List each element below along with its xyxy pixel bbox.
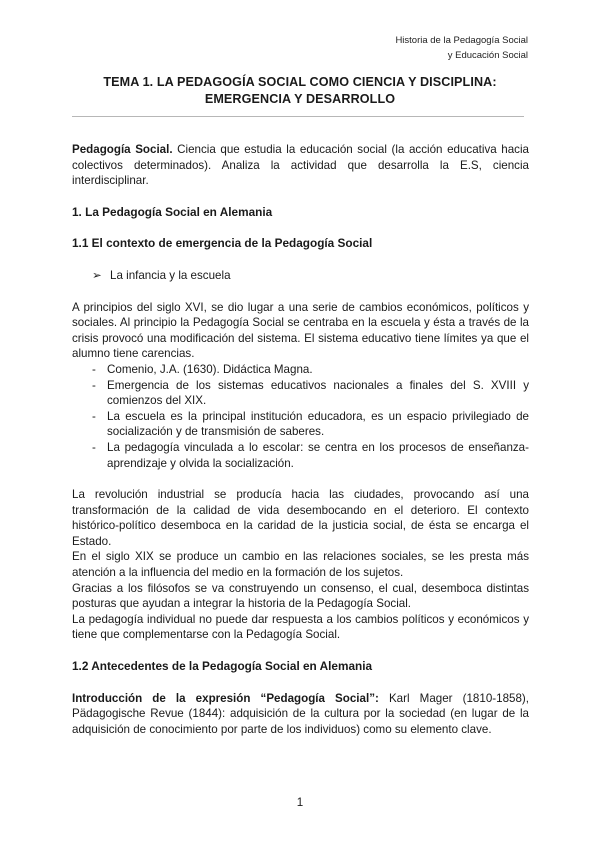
paragraph-karl-mager (72, 691, 529, 738)
paragraph-pedagogia-individual: La pedagogía individual no puede dar respuesta a los cambios políticos y económicos y tiene que complementarse con la Pedagogía Social. (72, 612, 529, 642)
list-item: - Comenio, J.A. (1630). Didáctica Magna. (72, 362, 529, 378)
list-item: - Emergencia de los sistemas educativos nacionales a finales del S. XVIII y comienzos del XIX. (72, 378, 529, 409)
karl-mager-text: Karl Mager (1810-1858), Pädagogische Revue (1844): adquisición de la cultura por la sociedad (en lugar de la adquisición de conocimiento por parte de los individuos) como su elemento clave. (72, 691, 529, 736)
arrow-bullet-icon: ➢ (92, 268, 102, 282)
document-body (72, 142, 529, 737)
title-divider (72, 116, 524, 117)
paragraph-siglo-xix: En el siglo XIX se produce un cambio en las relaciones sociales, se les presta más atención a la influencia del medio en la formación de los sujetos. (72, 550, 529, 580)
paragraph-siglo-xvi: A principios del siglo XVI, se dio lugar a una serie de cambios económicos, políticos y sociales. Al principio la Pedagogía Social se centraba en la escuela y ésta a través de la crisis provocó una modificación del sistema. El sistema educativo tiene límites ya que el alumno tiene carencias. (72, 300, 529, 361)
title-line-2: EMERGENCIA Y DESARROLLO (204, 92, 396, 106)
list-item: - La escuela es la principal institución educadora, es un espacio privilegiado de socialización y de transmisión de saberes. (72, 409, 529, 440)
header-line-2: y Educación Social (447, 50, 528, 61)
running-header (328, 33, 528, 63)
document-title (72, 74, 528, 108)
page-number: 1 (296, 796, 304, 809)
paragraph-filosofos: Gracias a los filósofos se va construyendo un consenso, el cual, desemboca distintas posturas que ayudan a integrar la historia de la Pedagogía Social. (72, 581, 529, 611)
intro-paragraph (72, 142, 529, 189)
intro-text: Ciencia que estudia la educación social (la acción educativa hacia colectivos determinados). Analiza la actividad que desarrolla la E.S, ciencia interdisciplinar. (72, 143, 529, 188)
arrow-list-item (72, 268, 529, 284)
header-line-1: Historia de la Pedagogía Social (395, 35, 528, 46)
list-item: - La pedagogía vinculada a lo escolar: se centra en los procesos de enseñanza-aprendizaje y olvida la socialización. (72, 440, 529, 471)
section-1-heading: 1. La Pedagogía Social en Alemania (72, 204, 273, 219)
karl-mager-lead: Introducción de la expresión “Pedagogía Social”: (72, 691, 379, 705)
section-1-2-heading: 1.2 Antecedentes de la Pedagogía Social en Alemania (72, 659, 373, 674)
arrow-list-item-text: La infancia y la escuela (110, 268, 231, 282)
title-line-1: TEMA 1. LA PEDAGOGÍA SOCIAL COMO CIENCIA Y DISCIPLINA: (103, 75, 497, 89)
intro-term: Pedagogía Social. (72, 143, 173, 156)
dash-list (72, 362, 529, 471)
section-1-1-heading: 1.1 El contexto de emergencia de la Pedagogía Social (72, 236, 373, 251)
paragraph-revolucion-industrial: La revolución industrial se producía hacia las ciudades, provocando así una transformación de la calidad de vida desembocando en el deterioro. El contexto histórico-político desemboca en la caridad de la justicia social, de ésta se encarga el Estado. (72, 488, 529, 548)
